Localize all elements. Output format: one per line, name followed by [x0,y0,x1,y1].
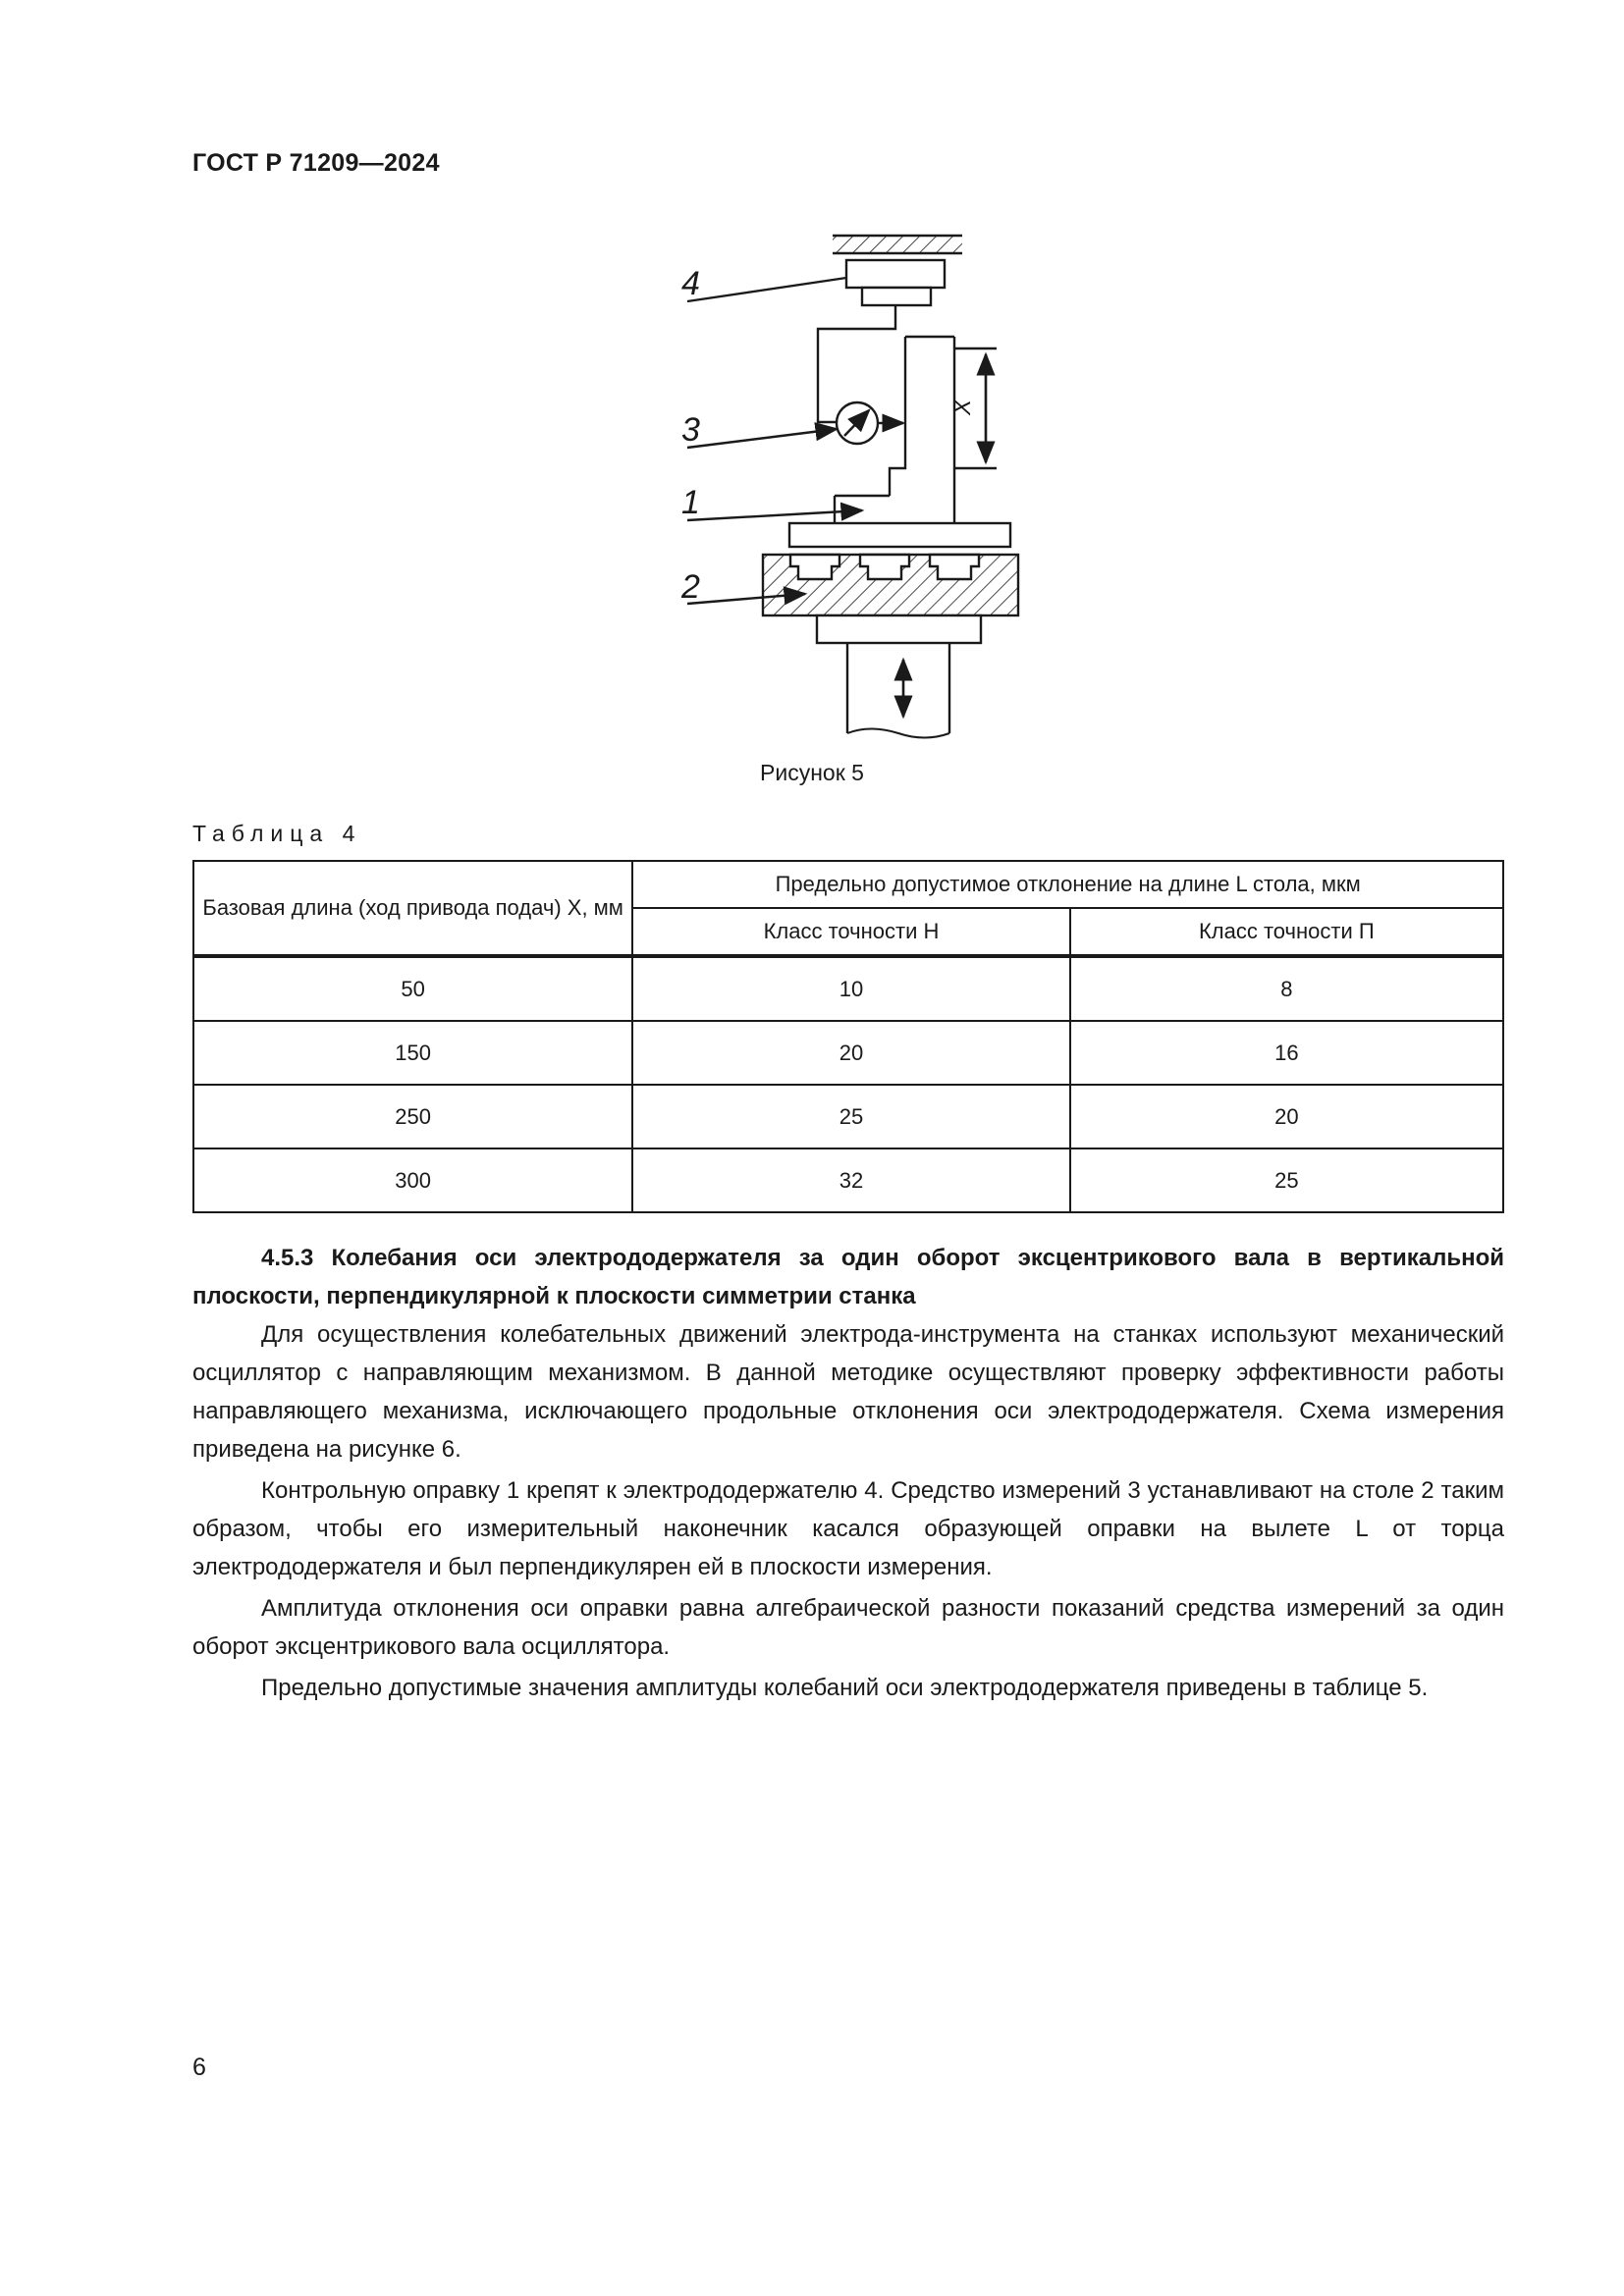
mandrel-left-edge [890,337,905,496]
figure-caption: Рисунок 5 [760,760,864,785]
header-deviation-group: Предельно допустимое отклонение на длине L стола, мкм [632,861,1503,908]
table-label: Таблица 4 [192,821,362,846]
cell-class-p: 25 [1070,1148,1503,1212]
section-heading: 4.5.3 Колебания оси электрододержателя за один оборот эксцентрикового вала в вертикальной плоскости, перпендикулярной к плоскости симметрии станка [192,1245,1504,1309]
cell-class-n: 25 [632,1085,1069,1148]
label-2: 2 [681,568,700,606]
paragraph: Амплитуда отклонения оси оправки равна алгебраической разности показаний средства измерений за один оборот эксцентрикового вала осциллятора. [192,1595,1504,1660]
cell-class-n: 10 [632,956,1069,1021]
paragraph: Предельно допустимые значения амплитуды колебаний оси электрододержателя приведены в таблице 5. [261,1675,1429,1701]
table-row [193,1148,1503,1212]
electrode-holder [846,260,945,288]
label-4: 4 [681,265,700,302]
measurement-scheme-drawing [668,221,1051,741]
table-row [193,1085,1503,1148]
figure-5-diagram [668,221,1051,741]
document-header: ГОСТ Р 71209—2024 [192,149,440,177]
cell-class-n: 32 [632,1148,1069,1212]
cell-base-length: 300 [193,1148,632,1212]
paragraph: Контрольную оправку 1 крепят к электрододержателю 4. Средство измерений 3 устанавливают на столе 2 таким образом, чтобы его измерительный наконечник касался образующей оправки на вылете L от торца электрододержателя и был перпендикулярен ей в плоскости измерения. [192,1477,1504,1580]
cell-class-p: 20 [1070,1085,1503,1148]
table-support [817,615,981,643]
label-1: 1 [681,484,700,521]
paragraph: Для осуществления колебательных движений электрода-инструмента на станках используют механический осциллятор с направляющим механизмом. В данной методике осуществляют проверку эффективности работы направляющего механизма, исключающего продольные отклонения оси электрододержателя. Схема измерения приведена на рисунке 6. [192,1321,1504,1463]
page-number: 6 [192,2054,206,2081]
table-row [193,1021,1503,1085]
mandrel-base [789,523,1010,547]
header-accuracy-class-p: Класс точности П [1070,908,1503,956]
cell-base-length: 50 [193,956,632,1021]
cell-class-p: 8 [1070,956,1503,1021]
header-base-length: Базовая длина (ход привода подач) X, мм [193,861,632,956]
cell-class-n: 20 [632,1021,1069,1085]
tolerance-table [192,860,1504,1213]
fixture-hatching [833,236,962,253]
electrode-holder-tip [862,288,931,305]
cell-class-p: 16 [1070,1021,1503,1085]
cell-base-length: 150 [193,1021,632,1085]
label-3: 3 [681,411,700,449]
section-4-5-3 [192,1239,1504,1707]
cell-base-length: 250 [193,1085,632,1148]
table-row [193,956,1503,1021]
dimension-x-label: X [949,399,976,415]
header-accuracy-class-n: Класс точности Н [632,908,1069,956]
